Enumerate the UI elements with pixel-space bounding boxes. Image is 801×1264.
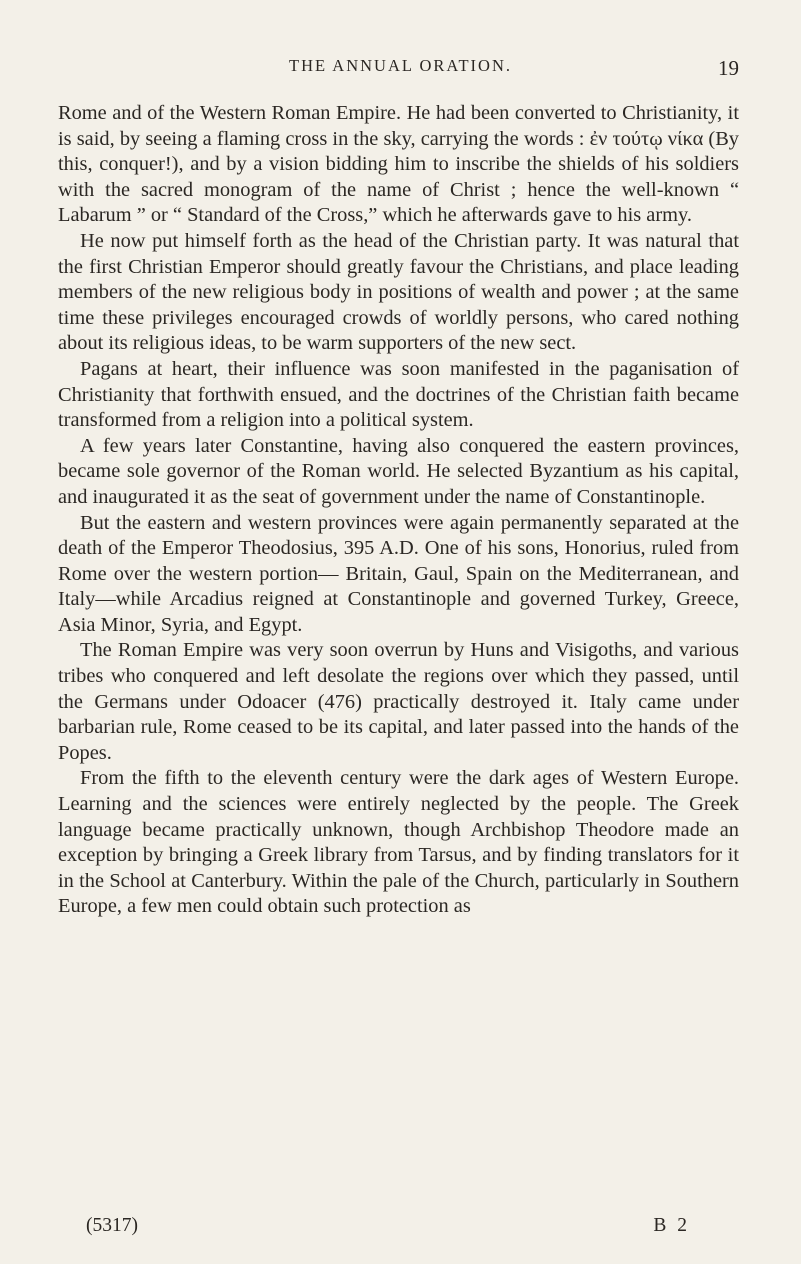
- running-title: THE ANNUAL ORATION.: [289, 56, 512, 75]
- paragraph: But the eastern and western provinces were again permanently separated at the death of the Emperor Theodosius, 395 A.D. One of his sons, Honorius, ruled from Rome over the western portion— Britain, Gaul, Spain on the Mediterranean, and Italy—while Arcadius reigned at Constantinople and governed Turkey, Greece, Asia Minor, Syria, and Egypt.: [58, 511, 739, 636]
- paragraph: Pagans at heart, their influence was soon manifested in the paganisation of Christianity that forthwith ensued, and the doctrines of the Christian faith became transformed from a religion into a political system.: [58, 357, 739, 432]
- paragraph: The Roman Empire was very soon overrun by Huns and Visigoths, and various tribes who conquered and left desolate the regions over which they passed, until the Germans under Odoacer (476) practically destroyed it. Italy came under barbarian rule, Rome ceased to be its capital, and later passed into the hands of the Popes.: [58, 639, 739, 764]
- page-footer: [86, 1215, 690, 1241]
- paragraph: A few years later Constantine, having also conquered the eastern provinces, became sole governor of the Roman world. He selected Byzantium as his capital, and inaugurated it as the seat of government under the name of Constantinople.: [58, 434, 739, 508]
- paragraph: He now put himself forth as the head of the Christian party. It was natural that the first Christian Emperor should greatly favour the Christians, and place leading members of the new religious body in positions of wealth and power ; at the same time these privileges encouraged crowds of worldly persons, who cared nothing about its religious ideas, to be warm supporters of the new sect.: [58, 229, 739, 355]
- page-number: 19: [718, 56, 739, 80]
- page-body: [58, 101, 739, 920]
- paragraph: Rome and of the Western Roman Empire. He had been converted to Christianity, it is said, by seeing a flaming cross in the sky, carrying the words : ἐν τούτῳ νίκα (By this, conquer!), and by a vision bidding him to inscribe the shields of his soldiers with the sacred monogram of the name of Christ ; hence the well-known “ Labarum ” or “ Standard of the Cross,” which he afterwards gave to his army.: [58, 102, 739, 227]
- print-number: (5317): [86, 1215, 138, 1236]
- paragraph: From the fifth to the eleventh century were the dark ages of Western Europe. Learning and the sciences were entirely neglected by the people. The Greek language became practically unknown, though Archbishop Theodore made an exception by bringing a Greek library from Tarsus, and by finding translators for it in the School at Canterbury. Within the pale of the Church, particularly in Southern Europe, a few men could obtain such protection as: [58, 767, 739, 918]
- signature-mark: B 2: [653, 1215, 690, 1236]
- running-header: [60, 56, 741, 86]
